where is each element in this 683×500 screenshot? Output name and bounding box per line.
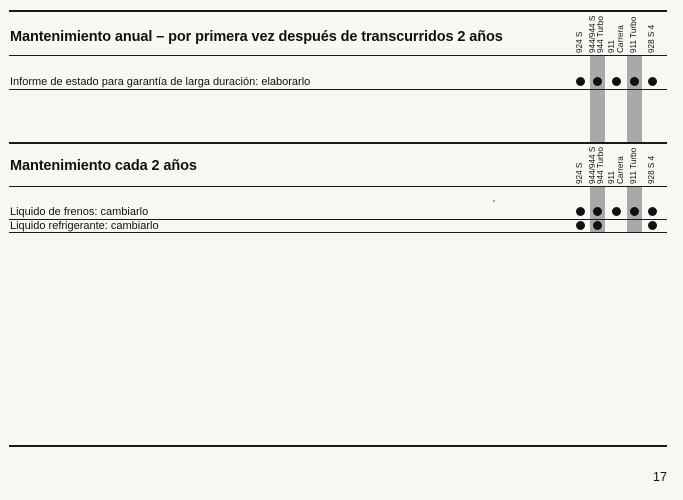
shaded-column-911-turbo [627, 55, 642, 142]
section-title: Mantenimiento cada 2 años [10, 158, 197, 174]
check-dot [612, 77, 621, 86]
list-item: Liquido de frenos: cambiarlo [10, 206, 149, 218]
check-dot [593, 221, 602, 230]
check-dot [593, 77, 602, 86]
check-dot [630, 207, 639, 216]
check-dot [648, 221, 657, 230]
check-dot [576, 221, 585, 230]
check-dot [576, 77, 585, 86]
section2-header-rule [9, 186, 667, 187]
check-dot [593, 207, 602, 216]
section1-header-rule [9, 55, 667, 56]
row-rule [9, 89, 667, 90]
section-title: Mantenimiento anual – por primera vez después de transcurridos 2 años [10, 29, 503, 45]
list-item: Informe de estado para garantía de larga duración: elaborarlo [10, 76, 311, 88]
section2-top-rule [9, 142, 667, 144]
check-dot [630, 77, 639, 86]
list-item: Liquido refrigerante: cambiarlo [10, 220, 159, 232]
check-dot [648, 77, 657, 86]
check-dot [612, 207, 621, 216]
shaded-column-944 [590, 55, 605, 142]
page-number: 17 [653, 470, 667, 484]
bottom-rule [9, 445, 667, 447]
check-dot [648, 207, 657, 216]
print-speck [493, 200, 495, 202]
top-rule [9, 10, 667, 12]
check-dot [576, 207, 585, 216]
